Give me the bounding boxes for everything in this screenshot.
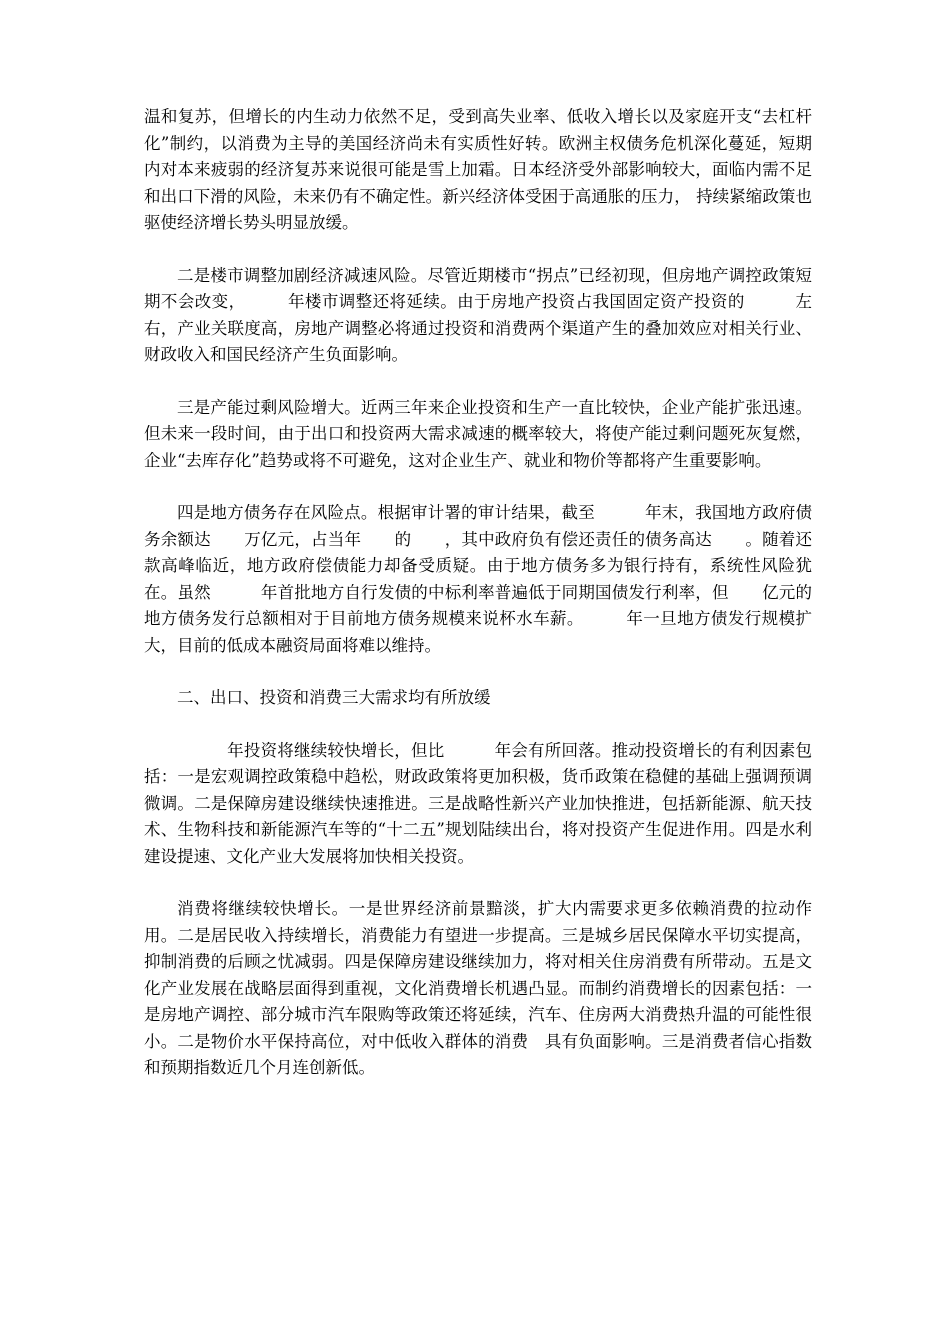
paragraph-consumption-growth: 消费将继续较快增长。一是世界经济前景黯淡，扩大内需要求更多依赖消费的拉动作用。二是居民收入持续增长，消费能力有望进一步提高。三是城乡居民保障水平切实提高，抑制消费的后顾之忧减弱。四是保障房建设继续加力，将对相关住房消费有所带动。五是文化产业发展在战略层面得到重视，文化消费增长机遇凸显。而制约消费增长的因素包括：一是房地产调控、部分城市汽车限购等政策还将延续，汽车、住房两大消费热升温的可能性很小。二是物价水平保持高位，对中低收入群体的消费 具有负面影响。三是消费者信心指数和预期指数近几个月连创新低。 — [144, 899, 812, 1077]
paragraph-local-debt-risk: 四是地方债务存在风险点。根据审计署的审计结果，截至 年末，我国地方政府债务余额达 万亿元，占当年 的 ，其中政府负有偿还责任的债务高达 。随着还款高峰临近，地方政府偿债能力却备受质疑。由于地方债务多为银行持有，系统性风险犹在。虽然 年首批地方自行发债的中标利率普遍低于同期国债发行利率，但 亿元的地方债务发行总额相对于目前地方债务规模来说杯水车薪。 年一旦地方债发行规模扩大，目前的低成本融资局面将难以维持。 — [144, 503, 812, 655]
paragraph-investment-growth: 年投资将继续较快增长，但比 年会有所回落。推动投资增长的有利因素包括：一是宏观调控政策稳中趋松，财政政策将更加积极，货币政策在稳健的基础上强调预调微调。二是保障房建设继续快速推进。三是战略性新兴产业加快推进，包括新能源、航天技术、生物科技和新能源汽车等的“十二五”规划陆续出台，将对投资产生促进作用。四是水利建设提速、文化产业大发展将加快相关投资。 — [144, 740, 812, 866]
paragraph-overcapacity-risk: 三是产能过剩风险增大。近两三年来企业投资和生产一直比较快，企业产能扩张迅速。但未来一段时间，由于出口和投资两大需求减速的概率较大，将使产能过剩问题死灰复燃，企业“去库存化”趋势或将不可避免，这对企业生产、就业和物价等都将产生重要影响。 — [144, 397, 812, 470]
paragraph-global-economy: 温和复苏，但增长的内生动力依然不足，受到高失业率、低收入增长以及家庭开支“去杠杆化”制约，以消费为主导的美国经济尚未有实质性好转。欧洲主权债务危机深化蔓延，短期内对本来疲弱的经济复苏来说很可能是雪上加霜。日本经济受外部影响较大，面临内需不足和出口下滑的风险，未来仍有不确定性。新兴经济体受困于高通胀的压力， 持续紧缩政策也驱使经济增长势头明显放缓。 — [144, 107, 812, 232]
document-body — [144, 104, 812, 1108]
section-heading-demand-slowdown: 二、出口、投资和消费三大需求均有所放缓 — [177, 688, 491, 707]
paragraph-property-market-risk: 二是楼市调整加剧经济减速风险。尽管近期楼市“拐点”已经初现，但房地产调控政策短期不会改变， 年楼市调整还将延续。由于房地产投资占我国固定资产投资的 左右，产业关联度高，房地产调整必将通过投资和消费两个渠道产生的叠加效应对相关行业、财政收入和国民经济产生负面影响。 — [144, 265, 812, 364]
